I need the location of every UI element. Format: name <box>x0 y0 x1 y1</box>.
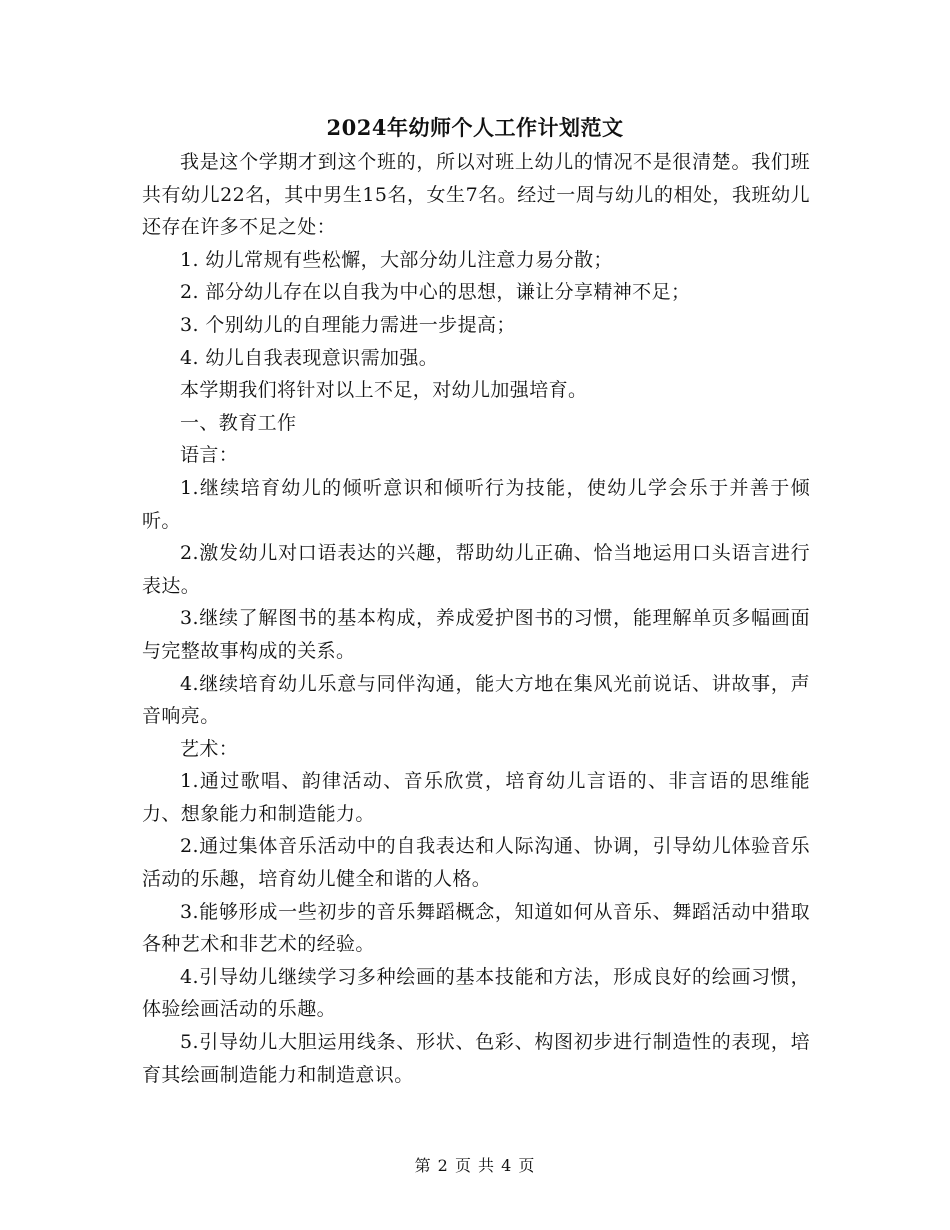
document-title: 2024年幼师个人工作计划范文 <box>326 115 624 140</box>
subsection-heading: 语言： <box>180 444 239 467</box>
list-item: 2.激发幼儿对口语表达的兴趣，帮助幼儿正确、恰当地运用口头语言进行表达。 <box>142 542 810 597</box>
subsection-heading: 艺术： <box>180 737 239 760</box>
list-item: 3. 个别幼儿的自理能力需进一步提高； <box>180 313 516 336</box>
list-item: 4. 幼儿自我表现意识需加强。 <box>180 346 439 369</box>
list-item: 3.继续了解图书的基本构成，养成爱护图书的习惯，能理解单页多幅画面与完整故事构成的关系。 <box>142 607 810 662</box>
list-item: 2. 部分幼儿存在以自我为中心的思想，谦让分享精神不足； <box>180 281 691 304</box>
section-heading: 一、教育工作 <box>180 411 297 434</box>
list-item: 1.通过歌唱、韵律活动、音乐欣赏，培育幼儿言语的、非言语的思维能力、想象能力和制造能力。 <box>142 770 810 825</box>
list-item: 1.继续培育幼儿的倾听意识和倾听行为技能，使幼儿学会乐于并善于倾听。 <box>142 476 810 532</box>
document-body <box>142 146 810 1091</box>
list-item: 5.引导幼儿大胆运用线条、形状、色彩、构图初步进行制造性的表现，培育其绘画制造能力和制造意识。 <box>142 1031 810 1086</box>
list-item: 4.继续培育幼儿乐意与同伴沟通，能大方地在集风光前说话、讲故事，声音响亮。 <box>142 672 810 728</box>
intro-paragraph: 我是这个学期才到这个班的，所以对班上幼儿的情况不是很清楚。我们班共有幼儿22名，其中男生15名，女生7名。经过一周与幼儿的相处，我班幼儿还存在许多不足之处： <box>142 151 810 239</box>
summary-paragraph: 本学期我们将针对以上不足，对幼儿加强培育。 <box>180 379 588 402</box>
list-item: 4.引导幼儿继续学习多种绘画的基本技能和方法，形成良好的绘画习惯，体验绘画活动的乐趣。 <box>142 965 810 1021</box>
list-item: 3.能够形成一些初步的音乐舞蹈概念，知道如何从音乐、舞蹈活动中猎取各种艺术和非艺术的经验。 <box>142 900 810 956</box>
page-footer: 第 2 页 共 4 页 <box>414 1156 536 1175</box>
list-item: 1. 幼儿常规有些松懈，大部分幼儿注意力易分散； <box>180 248 613 271</box>
list-item: 2.通过集体音乐活动中的自我表达和人际沟通、协调，引导幼儿体验音乐活动的乐趣，培育幼儿健全和谐的人格。 <box>142 835 810 891</box>
